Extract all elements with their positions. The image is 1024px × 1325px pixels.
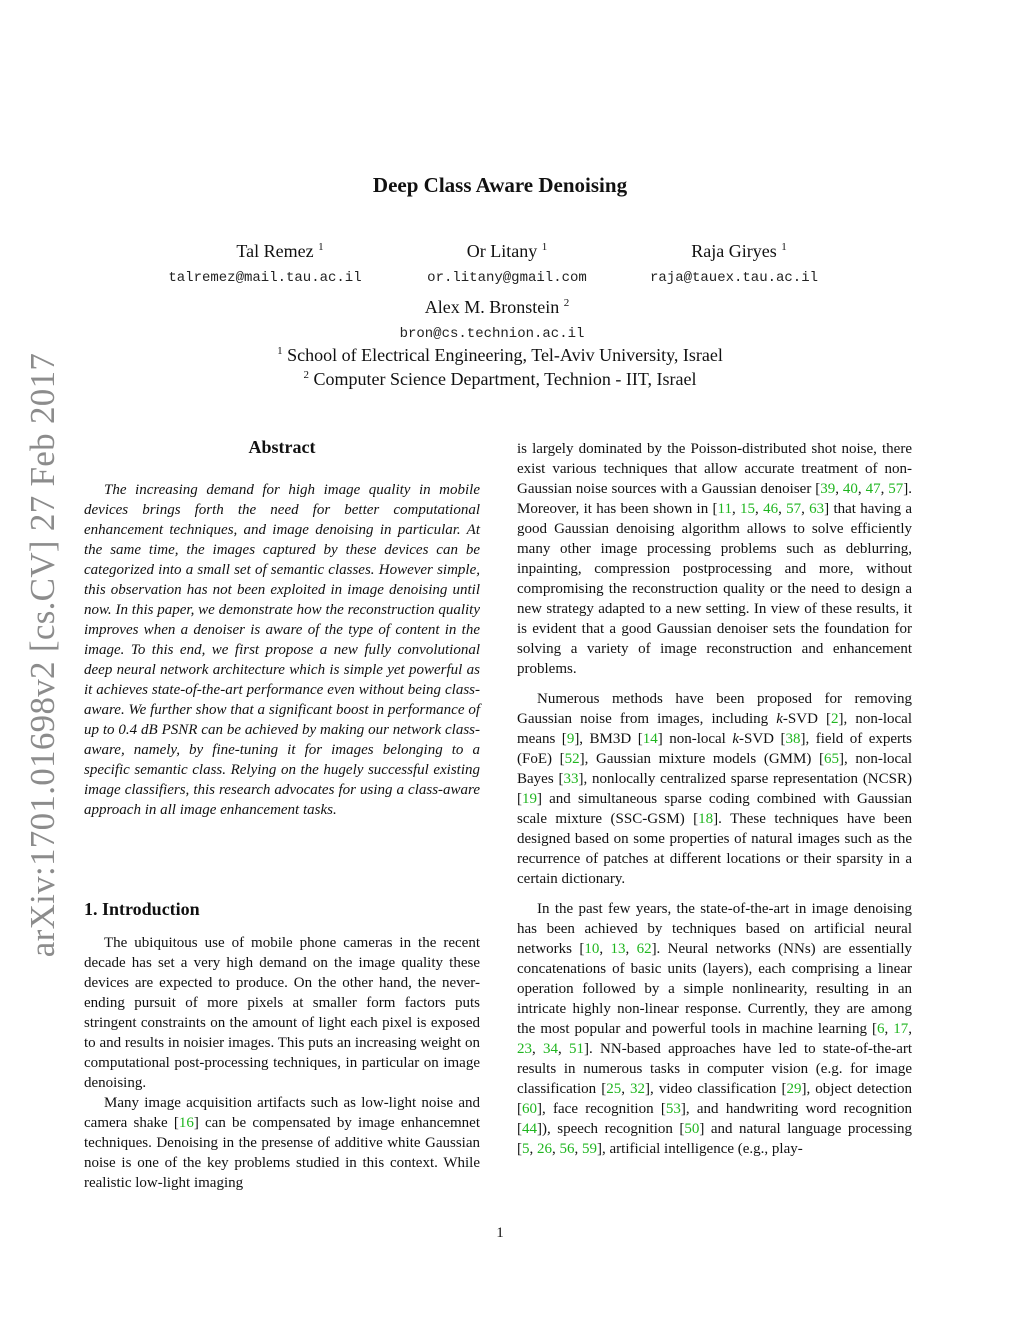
affiliation-2: $^2$ Computer Science Department, Technion - IIT, Israel [303, 369, 697, 389]
author-1: Tal Remez $^1$ [236, 241, 324, 261]
citation-link[interactable]: 2 [831, 711, 839, 727]
author-2-email: or.litany@gmail.com [427, 270, 587, 286]
paragraph: Many image acquisition artifacts such as low-light noise and camera shake [16] can be compensated by image enhancemnet techniques. Denoising in the presense of additive white Gaussian noise is one of the key problems studied in this context. While realistic low-light imaging [84, 1095, 480, 1191]
citation-link[interactable]: 59 [582, 1141, 597, 1157]
citation-link[interactable]: 13 [610, 941, 626, 957]
author-3-email: raja@tauex.tau.ac.il [649, 270, 819, 286]
abstract-heading: Abstract [248, 437, 316, 457]
citation-link[interactable]: 56 [559, 1141, 575, 1157]
citation-link[interactable]: 34 [543, 1041, 559, 1057]
arxiv-stamp-text: arXiv:1701.01698v2 [cs.CV] 27 Feb 2017 [23, 352, 62, 958]
author-name: Tal Remez [236, 241, 314, 261]
author-name: Alex M. Bronstein [424, 297, 560, 317]
author-name: Raja Giryes [691, 241, 777, 261]
citation-link[interactable]: 6 [876, 1021, 885, 1037]
citation-link[interactable]: 23 [517, 1041, 532, 1057]
paper-title: Deep Class Aware Denoising [372, 173, 628, 197]
citation-link[interactable]: 17 [893, 1021, 909, 1037]
citation-link[interactable]: 63 [809, 501, 825, 517]
arxiv-stamp [13, 352, 73, 958]
citation-link[interactable]: 33 [563, 771, 579, 787]
citation-link[interactable]: 38 [785, 731, 801, 747]
citation-link[interactable]: 44 [522, 1121, 537, 1137]
author-name: Or Litany [466, 241, 538, 261]
author-2: Or Litany $^1$ [466, 241, 548, 261]
citation-link[interactable]: 15 [740, 501, 756, 517]
citation-link[interactable]: 60 [522, 1101, 537, 1117]
paragraph: In the past few years, the state-of-the-art in image denoising has been achieved by techniques based on artificial neural networks [10, 13, 62]. Neural networks (NNs) are essentially concatenations of basic units (layers), each comprising a linear operation followed by a simple nonlinearity, resulting in an intricate highly non-linear response. Currently, they are among the most popular and powerful tools in machine learning [6, 17, 23, 34, 51]. NN-based approaches have led to state-of-the-art results in numerous tasks in computer vision (e.g. for image classification [25, 32], video classification [29], object detection [60], face recognition [53], and handwriting word recognition [44]), speech recognition [50] and natural language processing [5, 26, 56, 59], artificial intelligence (e.g., play- [517, 901, 913, 1157]
citation-link[interactable]: 57 [786, 501, 802, 517]
citation-link[interactable]: 14 [642, 731, 658, 747]
right-column-body [517, 439, 912, 1159]
section-heading-introduction: 1. Introduction [84, 899, 200, 919]
author-4: Alex M. Bronstein $^2$ [424, 297, 570, 317]
citation-link[interactable]: 10 [584, 941, 600, 957]
author-3: Raja Giryes $^1$ [691, 241, 787, 261]
page-number: 1 [496, 1225, 504, 1241]
paragraph: Numerous methods have been proposed for removing Gaussian noise from images, including k-SVD [2], non-local means [9], BM3D [14] non-local k-SVD [38], field of experts (FoE) [52], Gaussian mixture models (GMM) [65], non-local Bayes [33], nonlocally centralized sparse representation (NCSR) [19] and simultaneous sparse coding combined with Gaussian scale mixture (SSC-GSM) [18]. These techniques have been designed based on some properties of natural images such as the recurrence of patches at different locations or their sparsity in a certain dictionary. [517, 691, 913, 887]
citation-link[interactable]: 11 [717, 501, 732, 517]
citation-link[interactable]: 29 [786, 1081, 802, 1097]
citation-link[interactable]: 46 [763, 501, 779, 517]
author-1-email: talremez@mail.tau.ac.il [168, 270, 362, 286]
citation-link[interactable]: 25 [606, 1081, 622, 1097]
citation-link[interactable]: 62 [636, 941, 652, 957]
citation-link[interactable]: 18 [698, 811, 714, 827]
author-4-email: bron@cs.technion.ac.il [399, 326, 585, 342]
citation-link[interactable]: 26 [537, 1141, 552, 1157]
citation-link[interactable]: 53 [665, 1101, 681, 1117]
citation-link[interactable]: 47 [865, 481, 881, 497]
citation-link[interactable]: 40 [842, 481, 858, 497]
paragraph: The ubiquitous use of mobile phone cameras in the recent decade has set a very high demand on the image quality these devices are expected to produce. On the other hand, the never-ending pursuit of more pixels at smaller form factors puts stringent constraints on the amount of light each pixel is exposed to and results in noisier images. This puts an increasing weight on computational post-processing techniques, in particular on image denoising. [84, 935, 480, 1091]
citation-link[interactable]: 9 [566, 731, 575, 747]
citation-link[interactable]: 50 [684, 1121, 700, 1137]
citation-link[interactable]: 32 [630, 1081, 646, 1097]
introduction-body [84, 933, 480, 1193]
paragraph: is largely dominated by the Poisson-distributed shot noise, there exist various techniques that allow accurate treatment of non-Gaussian noise sources with a Gaussian denoiser [39, 40, 47, 57]. Moreover, it has been shown in [11, 15, 46, 57, 63] that having a good Gaussian denoising algorithm allows to solve efficiently many other image processing problems such as deblurring, inpainting, compression postprocessing and more, without compromising the reconstruction quality or the need to design a new strategy adapted to a new setting. In view of these results, it is evident that a good Gaussian denoiser sets the foundation for solving a variety of image reconstruction and enhancement problems. [517, 441, 913, 677]
citation-link[interactable]: 52 [564, 751, 580, 767]
citation-link[interactable]: 16 [178, 1115, 194, 1131]
citation-link[interactable]: 57 [888, 481, 904, 497]
citation-link[interactable]: 51 [569, 1041, 585, 1057]
affiliation-1: $^1$ School of Electrical Engineering, Tel-Aviv University, Israel [277, 345, 723, 365]
citation-link[interactable]: 65 [823, 751, 839, 767]
abstract-body: The increasing demand for high image quality in mobile devices brings forth the need for better computational enhancement techniques, and image denoising in particular. At the same time, the images captured by these devices can be categorized into a small set of semantic classes. However simple, this observation has not been exploited in image denoising until now. In this paper, we demonstrate how the reconstruction quality improves when a denoiser is aware of the type of content in the image. To this end, we first propose a new fully convolutional deep neural network architecture which is simple yet powerful as it achieves state-of-the-art performance even without being class-aware. We further show that a significant boost in performance of up to 0.4 dB PSNR can be achieved by making our network class-aware, namely, by fine-tuning it for images belonging to a specific semantic class. Relying on the hugely successful existing image classifiers, this research advocates for using a class-aware approach in all image enhancement tasks. [84, 482, 480, 818]
citation-link[interactable]: 39 [820, 481, 836, 497]
citation-link[interactable]: 5 [522, 1141, 530, 1157]
citation-link[interactable]: 19 [522, 791, 537, 807]
